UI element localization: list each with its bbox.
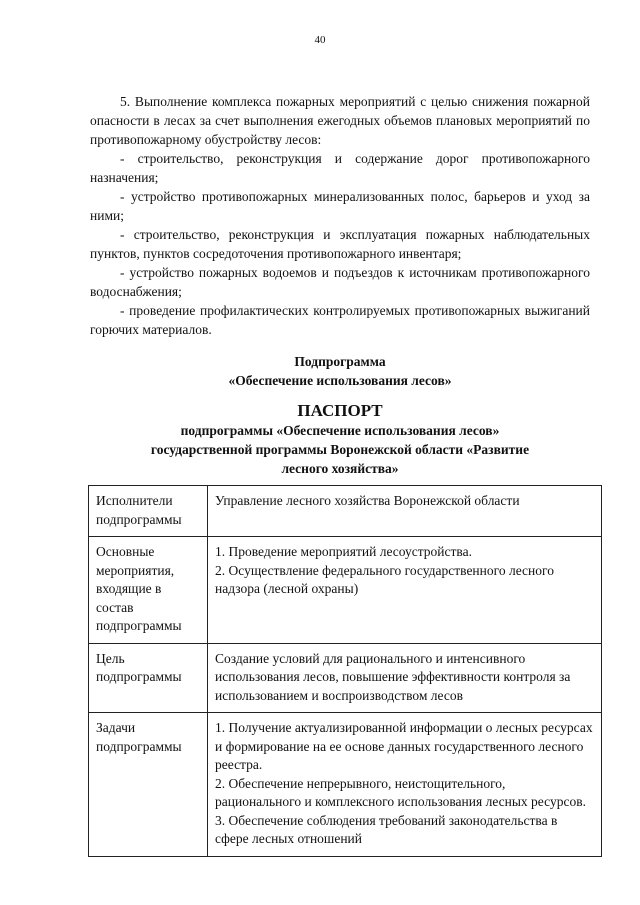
subprogram-heading (90, 352, 590, 390)
intro-list-item: - строительство, реконструкция и эксплуатация пожарных наблюдательных пунктов, пунктов сосредоточения противопожарного инвентаря; (90, 227, 590, 261)
intro-list-item: - проведение профилактических контролируемых противопожарных выжиганий горючих материалов. (90, 303, 590, 337)
passport-subtitle-line: подпрограммы «Обеспечение использования лесов» (180, 423, 500, 438)
row-label: Цель подпрограммы (89, 643, 208, 713)
passport-subtitle-line: лесного хозяйства» (281, 461, 399, 476)
row-value (208, 713, 602, 857)
page-number: 40 (314, 34, 326, 46)
passport-table (88, 485, 602, 857)
intro-paragraph: 5. Выполнение комплекса пожарных мероприятий с целью снижения пожарной опасности в лесах за счет выполнения ежегодных объемов плановых мероприятий по противопожарному обустройству лесов: (90, 94, 590, 147)
row-label: Основные мероприятия, входящие в состав подпрограммы (89, 537, 208, 644)
row-value-line: 2. Осуществление федерального государственного лесного надзора (лесной охраны) (215, 562, 554, 596)
passport-heading (90, 400, 590, 478)
row-value-line: 3. Обеспечение соблюдения требований законодательства в сфере лесных отношений (215, 812, 558, 846)
row-value (208, 643, 602, 713)
table-row (89, 643, 602, 713)
intro-list-item: - строительство, реконструкция и содержание дорог противопожарного назначения; (90, 151, 590, 185)
table-row (89, 713, 602, 857)
passport-subtitle-line: государственной программы Воронежской области «Развитие (150, 442, 530, 457)
row-value (208, 537, 602, 644)
intro-text (90, 92, 590, 339)
row-value-line: Создание условий для рационального и интенсивного использования лесов, повышение эффективности контроля за использованием и воспроизводством лесов (215, 650, 571, 703)
intro-list-item: - устройство противопожарных минерализованных полос, барьеров и уход за ними; (90, 189, 590, 223)
intro-list-item: - устройство пожарных водоемов и подъездов к источникам противопожарного водоснабжения; (90, 265, 590, 299)
row-value-line: 2. Обеспечение непрерывного, неистощительного, рационального и комплексного использования лесных ресурсов. (215, 775, 586, 809)
row-value-line: 1. Получение актуализированной информации о лесных ресурсах и формирование на ее основе данных государственного лесного реестра. (215, 720, 593, 772)
table-row (89, 486, 602, 537)
row-label: Задачи подпрограммы (89, 713, 208, 857)
subprogram-heading-title: «Обеспечение использования лесов» (228, 373, 452, 388)
row-label: Исполнители подпрограммы (89, 486, 208, 537)
table-row (89, 537, 602, 644)
passport-title: ПАСПОРТ (297, 401, 383, 420)
subprogram-heading-line: Подпрограмма (294, 354, 386, 369)
row-value-line: Управление лесного хозяйства Воронежской области (215, 493, 520, 508)
row-value (208, 486, 602, 537)
row-value-line: 1. Проведение мероприятий лесоустройства. (215, 544, 472, 559)
